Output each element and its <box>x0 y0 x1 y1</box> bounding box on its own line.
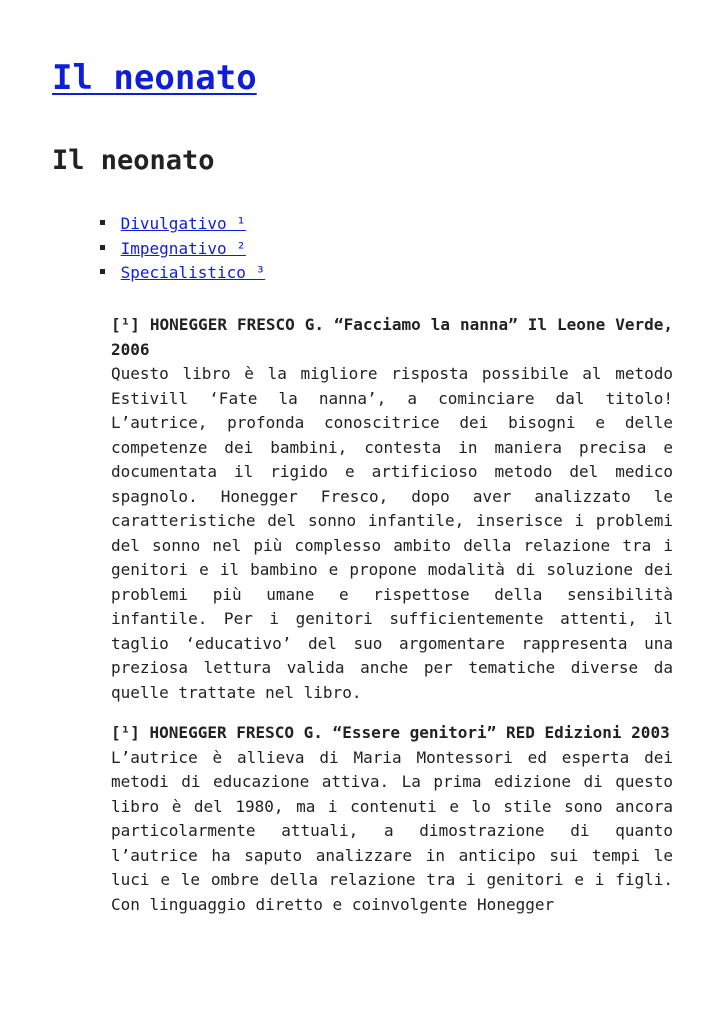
list-item <box>100 212 265 237</box>
entry-reference: [¹] HONEGGER FRESCO G. “Essere genitori” RED Edizioni 2003 <box>111 723 670 742</box>
section-heading: Il neonato <box>52 145 215 176</box>
list-item <box>100 237 265 262</box>
entry-reference: [¹] HONEGGER FRESCO G. “Facciamo la nanna” Il Leone Verde, 2006 <box>111 315 673 359</box>
bibliography-entry <box>111 721 673 917</box>
bibliography-entry <box>111 313 673 705</box>
level-link-divulgativo[interactable]: Divulgativo ¹ <box>120 214 246 233</box>
list-item <box>100 261 265 286</box>
level-link-specialistico[interactable]: Specialistico ³ <box>120 263 266 282</box>
level-link-impegnativo[interactable]: Impegnativo ² <box>120 238 246 258</box>
page-title-link[interactable]: Il neonato <box>52 58 257 98</box>
entry-description: Questo libro è la migliore risposta possibile al metodo Estivill ‘Fate la nanna’, a cominciare dal titolo! L’autrice, profonda conoscitrice dei bisogni e delle competenze dei bambini, contesta in maniera precisa e documentata il rigido e artificioso metodo del medico spagnolo. Honegger Fresco, dopo aver analizzato le caratteristiche del sonno infantile, inserisce i problemi del sonno nel più complesso ambito della relazione tra i genitori e il bambino e propone modalità di soluzione dei problemi più umane e rispettose della sensibilità infantile. Per i genitori sufficientemente attenti, il taglio ‘educativo’ del suo argomentare rappresenta una preziosa lettura valida anche per tematiche diverse da quelle trattate nel libro. <box>111 364 673 702</box>
difficulty-level-list <box>100 212 265 286</box>
page-title <box>52 54 257 102</box>
bibliography-entries <box>111 313 673 933</box>
entry-description: L’autrice è allieva di Maria Montessori ed esperta dei metodi di educazione attiva. La prima edizione di questo libro è del 1980, ma i contenuti e lo stile sono ancora particolarmente attuali, a dimostrazione di quanto l’autrice ha saputo analizzare in anticipo sui tempi le luci e le ombre della relazione tra i genitori e i figli. Con linguaggio diretto e coinvolgente Honegger <box>111 747 673 914</box>
